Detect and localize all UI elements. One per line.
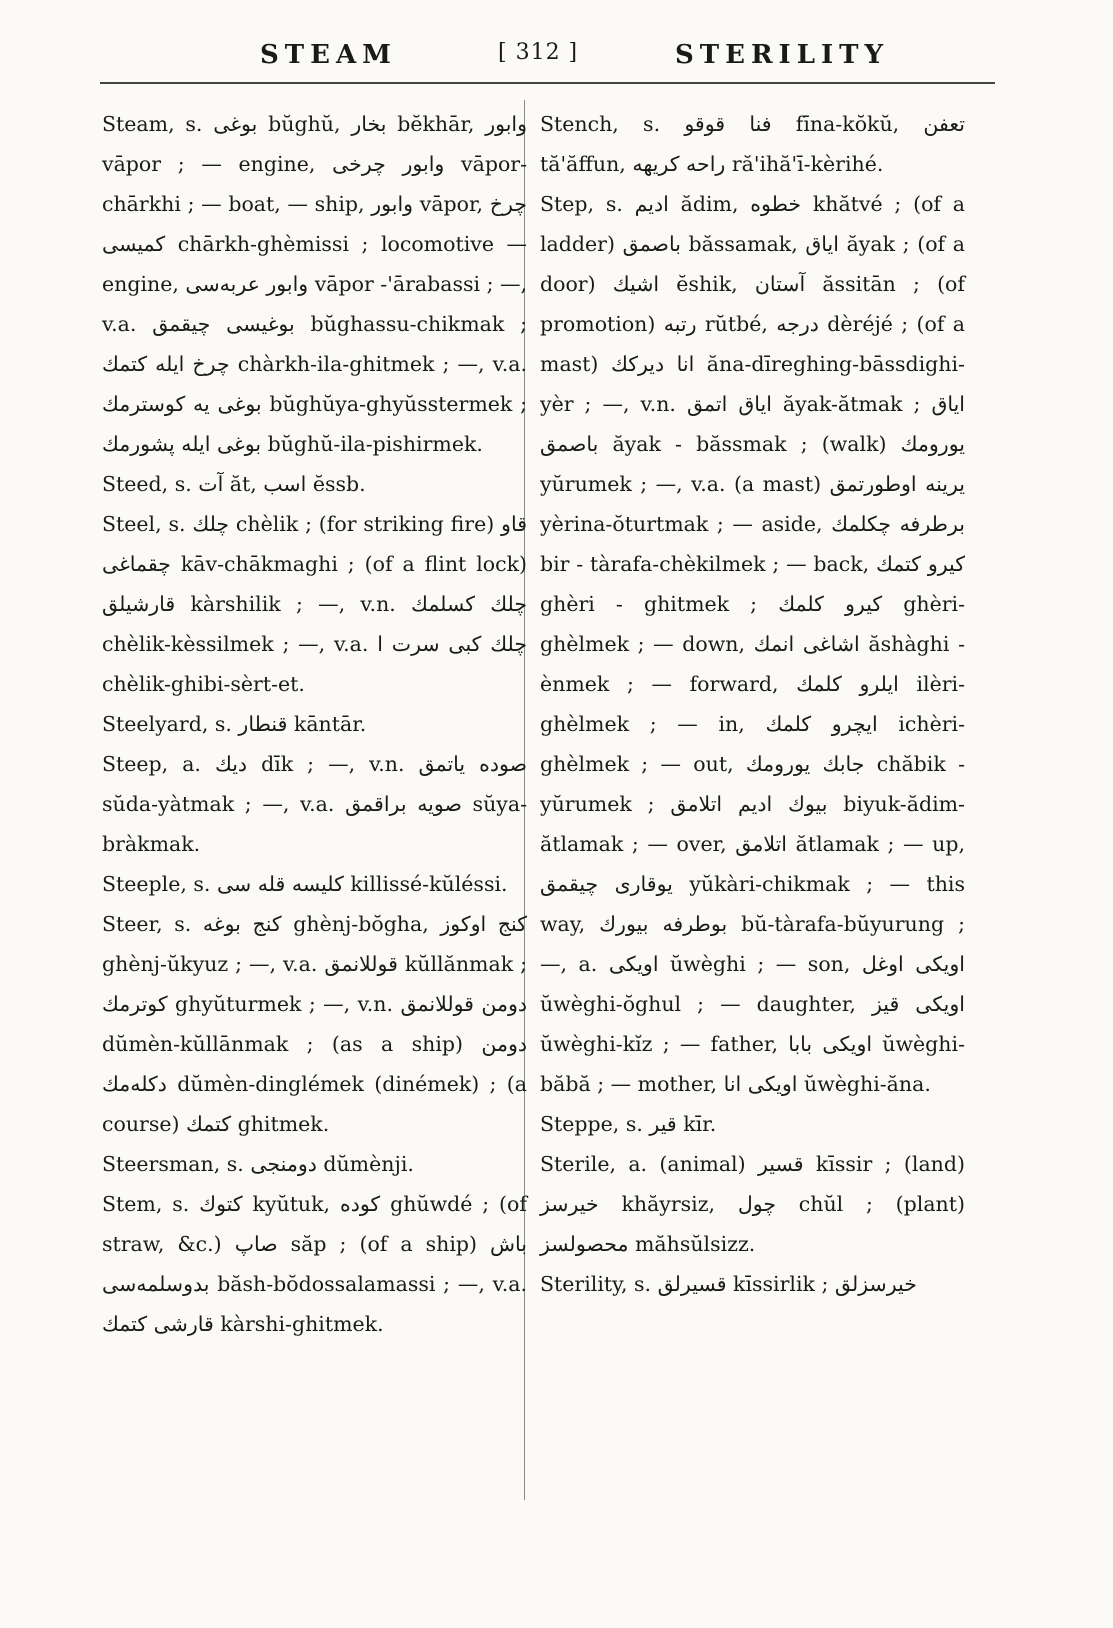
page-header (100, 40, 990, 74)
entry-steersman: Steersman, s. دومنجى dŭmènji. (102, 1152, 414, 1176)
entry-stem: Stem, s. كتوك kyŭtuk, كودە ghŭwdé ; (of straw, &c.) صاپ săp ; (of a ship) باش بدوسلمەسى băsh-bŏdossalamassi ; —, v.a. قارشى كتمك kàrshi-ghitmek. (102, 1192, 528, 1336)
entry-steppe: Steppe, s. قير kīr. (540, 1112, 717, 1136)
page-number: [ 312 ] (498, 40, 579, 65)
entry-stench: Stench, s. فنا قوقو fīna-kŏkŭ, تعفن tă'ăffun, راحه كريهه ră'ihă'ī-kèrihé. (540, 112, 965, 176)
entry-sterility: Sterility, s. قسيرلق kīssirlik ; خيرسزلق (540, 1272, 917, 1296)
entry-step: Step, s. اديم ădim, خطوه khătvé ; (of a ladder) باصمق băssamak, اياق ăyak ; (of a door) اشيك ĕshik, آستان ăssitān ; (of promotion) رتبه rŭtbé, درجه dèréjé ; (of a mast) انا ديركك ăna-dīreghing-bāssdighi-yèr ; —, v.n. اياق اتمق ăyak-ătmak ; اياق باصمق ăyak - băssmak ; (walk) يورومك yŭrumek ; —, v.a. (a mast) يرينه اوطورتمق yèrina-ŏturtmak ; — aside, برطرفه چكلمك bir - tàrafa-chèkilmek ; — back, كيرو كتمك ghèri - ghitmek ; كيرو كلمك ghèri-ghèlmek ; — down, اشاغى انمك ăshàghi - ènmek ; — forward, ايلرو كلمك ilèri-ghèlmek ; — in, ايچرو كلمك ichèri-ghèlmek ; — out, جابك يورومك chăbik - yŭrumek ; بيوك اديم اتلامق biyuk-ădim-ătlamak ; — over, اتلامق ătlamak ; — up, يوقارى چيقمق yŭkàri-chikmak ; — this way, بوطرفه بيورك bŭ-tàrafa-bŭyurung ; —, a. اويكى ŭwèghi ; — son, اويكى اوغل ŭwèghi-ŏghul ; — daughter, اويكى قيز ŭwèghi-kĭz ; — father, اويكى بابا ŭwèghi-băbă ; — mother, اويكى انا ŭwèghi-ăna. (540, 192, 966, 1096)
entry-steep: Steep, a. ديك dīk ; —, v.n. صودە ياتمق sŭda-yàtmak ; —, v.a. صويە براقمق sŭya-bràkmak. (102, 752, 527, 856)
entry-steer: Steer, s. كنج بوغه ghènj-bŏgha, كنج اوكوز ghènj-ŭkyuz ; —, v.a. قوللانمق kŭllănmak ; كوترمك ghyŭturmek ; —, v.n. دومن قوللانمق dŭmèn-kŭllānmak ; (as a ship) دومن دكلەمك dŭmèn-dinglémek (dinémek) ; (a course) كتمك ghitmek. (102, 912, 528, 1136)
entry-sterile: Sterile, a. (animal) قسير kīssir ; (land) خيرسز khăyrsiz, چول chŭl ; (plant) محصولسز măhsŭlsizz. (540, 1152, 965, 1256)
left-running-head: STEAM (260, 40, 397, 70)
entry-steeple: Steeple, s. كليسه قله سى killissé-kŭléssi. (102, 872, 508, 896)
entry-steel: Steel, s. چلك chèlik ; (for striking fire) قاو چقماغى kāv-chākmaghi ; (of a flint lock) قارشيلق kàrshilik ; —, v.n. چلك كسلمك chèlik-kèssilmek ; —, v.a. چلك كبى سرت ا chèlik-ghibi-sèrt-et. (102, 512, 527, 696)
right-column (540, 104, 965, 1304)
entry-steelyard: Steelyard, s. قنطار kāntār. (102, 712, 367, 736)
entry-steam: Steam, s. بوغى bŭghŭ, بخار bĕkhār, وابور vāpor ; — engine, وابور چرخى vāpor-chārkhi ; — boat, — ship, وابور vāpor, چرخ كميسى chārkh-ghèmissi ; locomotive — engine, وابور عربەسى vāpor -'ārabassi ; —, v.a. بوغيسى چيقمق bŭghassu-chikmak ; چرخ ايله كتمك chàrkh-ila-ghitmek ; —, v.a. بوغى يه كوسترمك bŭghŭya-ghyŭsstermek ; بوغى ايله پشورمك bŭghŭ-ila-pishirmek. (102, 112, 528, 456)
right-running-head: STERILITY (675, 40, 890, 70)
entry-steed: Steed, s. آت ăt, اسب ĕssb. (102, 472, 366, 496)
header-rule (100, 82, 995, 84)
left-column (102, 104, 527, 1344)
